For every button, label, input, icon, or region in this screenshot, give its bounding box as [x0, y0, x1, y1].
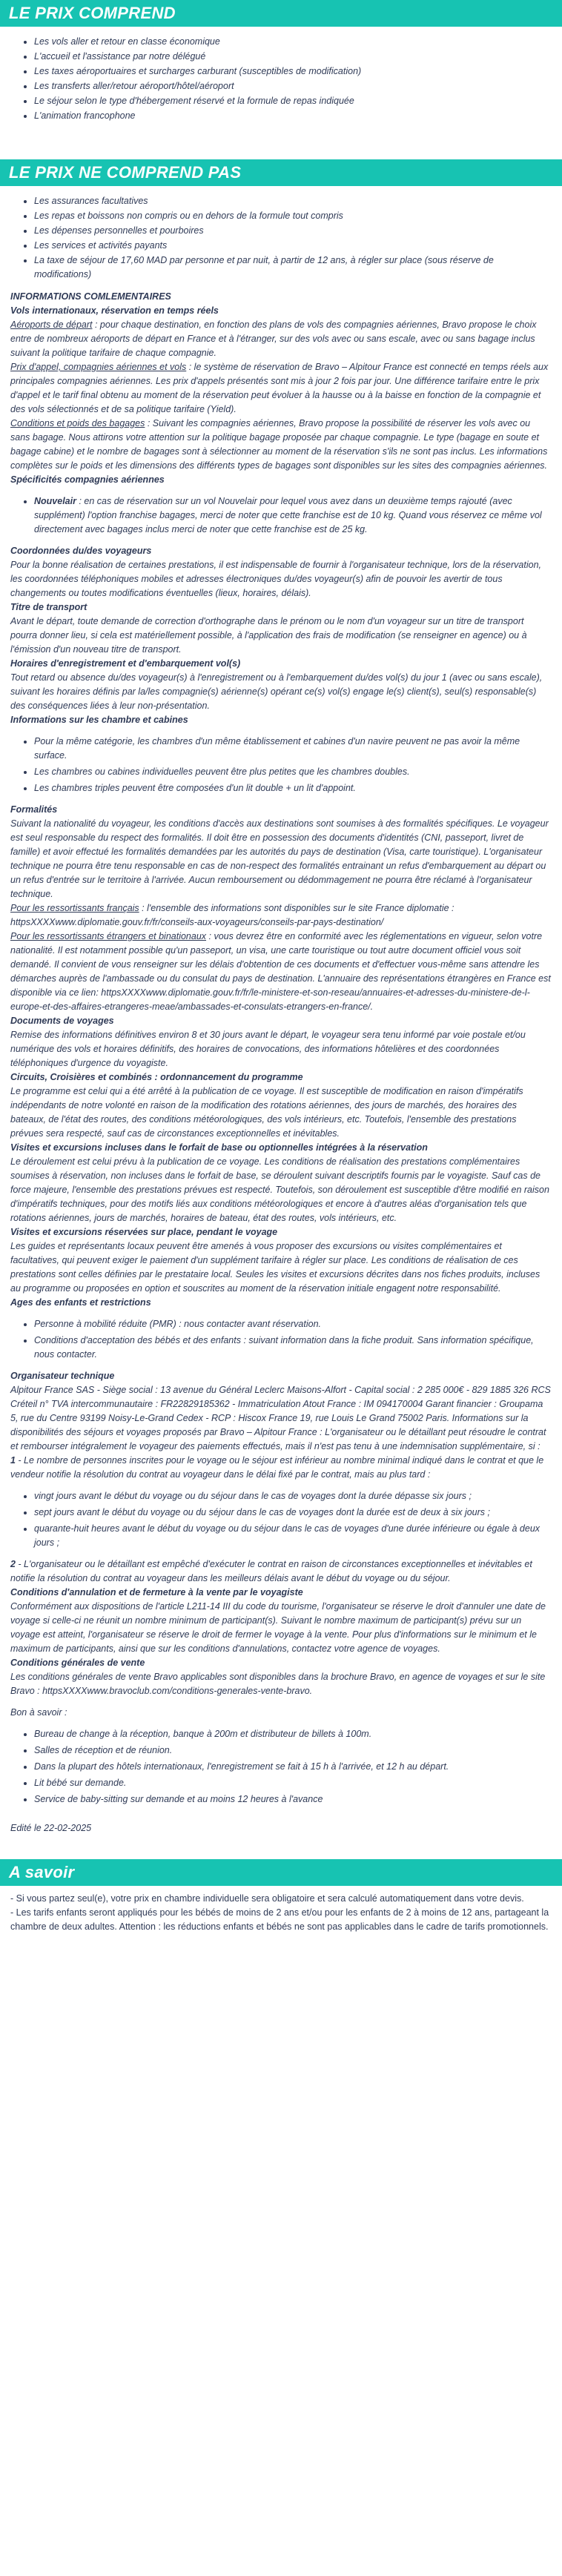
paragraph-visites-forfait: Le déroulement est celui prévu à la publication de ce voyage. Les conditions de réalisation des prestations complémentaires soumises à réservation, non incluses dans le forfait de base, se déroulent suivant descriptifs fournis par le voyagiste. Sauf cas de force majeure, l'ensemble des prestations prévues est respecté. Toutefois, son déroulement est susceptible d'être modifié en raison d'impératifs techniques, pour des motifs liés aux conditions météorologiques et encore à d'autres aléas d'organisation tels que rotations aériennes, jours de marchés, horaires de bateau, état des routes, vols intérieurs, etc. — [10, 1156, 549, 1223]
heading-specificites: Spécificités compagnies aériennes — [10, 474, 165, 485]
list-item: • L'animation francophone — [34, 109, 552, 123]
heading-coordonnees: Coordonnées du/des voyageurs — [10, 546, 152, 556]
heading-formalites: Formalités — [10, 804, 58, 815]
heading-visites-forfait: Visites et excursions incluses dans le forfait de base ou optionnelles intégrées à la réservation — [10, 1142, 428, 1153]
list-item: • Les chambres ou cabines individuelles peuvent être plus petites que les chambres doubles. — [34, 765, 552, 779]
list-item: • La taxe de séjour de 17,60 MAD par personne et par nuit, à partir de 12 ans, à régler sur place (sous réserve de modifications) — [34, 254, 552, 282]
paragraph-horaires: Tout retard ou absence du/des voyageur(s) à l'enregistrement ou à l'embarquement du/des vol(s) du jour 1 (avec ou sans escale), suivant les horaires définis par la/les compagnie(s) aérienne(s) opérant ce(s) vol(s) engage le(s) client(s), seul(s) responsable(s) des conséquences liées à leur non-présentation. — [10, 672, 543, 711]
prix-comprend-list — [10, 35, 552, 123]
heading-documents: Documents de voyages — [10, 1016, 114, 1026]
label-bagages: Conditions et poids des bagages — [10, 418, 145, 428]
list-item: • Les repas et boissons non compris ou en dehors de la formule tout compris — [34, 209, 552, 223]
list-item: • Service de baby-sitting sur demande et au moins 12 heures à l'avance — [34, 1792, 552, 1807]
chambres-list — [10, 735, 552, 795]
list-item: • Conditions d'acceptation des bébés et des enfants : suivant information dans la fiche produit. Sans information spécifique, nous contacter. — [34, 1334, 552, 1362]
list-item: • Le séjour selon le type d'hébergement réservé et la formule de repas indiquée — [34, 94, 552, 108]
list-item: • Les services et activités payants — [34, 239, 552, 253]
label-aeroports: Aéroports de départ — [10, 319, 93, 330]
heading-bon-savoir: Bon à savoir : — [10, 1707, 67, 1718]
paragraph-condition-2: 2 - L'organisateur ou le détaillant est empêché d'exécuter le contrat en raison de circonstances exceptionnelles et inévitables et notifie la résolution du contrat au voyageur dans les meilleurs délais avant le début du voyage ou du séjour. — [10, 1559, 532, 1583]
paragraph-ressortissants-fr: Pour les ressortissants français : l'ensemble des informations sont disponibles sur le site France diplomatie : httpsXXXXwww.diplomatie.gouv.fr/fr/conseils-aux-voyageurs/conseils-par-pays-destination/ — [10, 903, 454, 927]
info-title: INFORMATIONS COMLEMENTAIRES — [10, 291, 171, 302]
a-savoir-line-2: - Les tarifs enfants seront appliqués pour les bébés de moins de 2 ans et/ou pour les enfants de 2 à moins de 12 ans, partageant la chambre de deux adultes. Attention : les réductions enfants et bébés ne sont pas applicables dans le cadre de tarifs promotionnels. — [10, 1907, 549, 1932]
edited-date: Edité le 22-02-2025 — [10, 1823, 92, 1833]
delais-list — [10, 1489, 552, 1550]
paragraph-titre-transport: Avant le départ, toute demande de correction d'orthographe dans le prénom ou le nom d'un voyageur sur un titre de transport pourra donner lieu, si cela est matériellement possible, à l'application des frais de modification (se renseigner en agence) ou à l'émission d'un nouveau titre de transport. — [10, 616, 527, 655]
section-title-a-savoir: A savoir — [0, 1859, 562, 1886]
list-item: • L'accueil et l'assistance par notre délégué — [34, 50, 552, 64]
paragraph-annulation: Conformément aux dispositions de l'article L211-14 III du code du tourisme, l'organisateur se réserve le droit d'annuler une date de voyage si celle-ci ne réunit un nombre minimum de participant(s). Suivant le nombre maximum de participant(s) prévu sur un voyage est atteint, l'organisateur se réserve le droit de fermer le voyage à la vente. Pour plus d'informations sur le minimum et le maximum de participants, ainsi que sur les conditions d'annulations, contactez votre agence de voyages. — [10, 1601, 546, 1654]
paragraph-coordonnees: Pour la bonne réalisation de certaines prestations, il est indispensable de fournir à l'organisateur technique, lors de la réservation, les coordonnées téléphoniques mobiles et adresses électroniques du/des voyageur(s) afin de pouvoir les avertir de tous changements ou toutes modifications éventuelles (lieux, horaires, délais). — [10, 560, 542, 598]
list-item: • Les vols aller et retour en classe économique — [34, 35, 552, 49]
paragraph-ressortissants-etr: Pour les ressortissants étrangers et binationaux : vous devrez être en conformité avec les réglementations en vigueur, selon votre nationalité. Il est notamment possible qu'un passeport, un visa, une carte touristique ou tout autre document officiel vous soit demandé. Il convient de vous renseigner sur les délais d'obtention de ces documents et d'effectuer vous-même sans attendre les démarches auprès de l'ambassade ou du consulat du pays de destination. L'annuaire des représentations étrangères en France est disponible via ce lien: httpsXXXXwww.diplomatie.gouv.fr/fr/le-ministere-et-son-reseau/annuaires-et-adresses-du-ministere-de-l-europe-et-des-affaires-etrangeres-meae/ambassades-et-consulats-etrangers-en-france/. — [10, 931, 551, 1012]
list-item: • Pour la même catégorie, les chambres d'un même établissement et cabines d'un navire peuvent ne pas avoir la même surface. — [34, 735, 552, 763]
list-item: • Les transferts aller/retour aéroport/hôtel/aéroport — [34, 79, 552, 93]
paragraph-prix-appel: Prix d'appel, compagnies aériennes et vols : le système de réservation de Bravo – Alpitour France est connecté en temps réels aux principales compagnies aériennes. Les prix d'appels présentés sont mis à jour 2 fois par jour. Une différence tarifaire entre le prix d'appel et le tarif final obtenu au moment de la réservation peut évoluer à la hausse ou à la baisse en fonction de la compagnie et des vols sélectionnés et de sa politique tarifaire (Yield). — [10, 362, 549, 414]
paragraph-visites-place: Les guides et représentants locaux peuvent être amenés à vous proposer des excursions ou visites complémentaires et facultatives, qui peuvent exiger le paiement d'un supplément tarifaire à régler sur place. Les conditions de réalisation de ces prestations sont celles définies par le prestataire local. Seules les visites et excursions décrites dans nos fiches produits, incluses au programme ou proposées en option et souscrites au moment de la réservation initiale engagent notre responsabilité. — [10, 1241, 540, 1294]
section-informations — [0, 285, 562, 1850]
ages-list — [10, 1317, 552, 1362]
heading-annulation: Conditions d'annulation et de fermeture à la vente par le voyagiste — [10, 1587, 303, 1597]
list-item: • Personne à mobilité réduite (PMR) : nous contacter avant réservation. — [34, 1317, 552, 1331]
list-item: • Dans la plupart des hôtels internationaux, l'enregistrement se fait à 15 h à l'arrivée, et 12 h au départ. — [34, 1760, 552, 1774]
paragraph-bagages: Conditions et poids des bagages : Suivant les compagnies aériennes, Bravo propose la possibilité de réserver les vols avec ou sans bagage. Nous attirons votre attention sur la politique bagage proposée par chaque compagnie. Le type (bagage en soute et bagage cabine) et le nombre de bagages sont à sélectionner au moment de la réservation s'ils ne sont pas inclus. Les informations complètes sur le poids et les dimensions des différents types de bagages sont disponibles sur les sites des compagnies aériennes. — [10, 418, 548, 471]
heading-vols: Vols internationaux, réservation en temps réels — [10, 305, 219, 316]
list-item: • Salles de réception et de réunion. — [34, 1744, 552, 1758]
list-item: • vingt jours avant le début du voyage ou du séjour dans le cas de voyages dont la durée dépasse six jours ; — [34, 1489, 552, 1503]
list-item: • quarante-huit heures avant le début du voyage ou du séjour dans le cas de voyages d'une durée inférieure ou égale à deux jours ; — [34, 1522, 552, 1550]
section-a-savoir — [0, 1859, 562, 1949]
list-item: • Les dépenses personnelles et pourboires — [34, 224, 552, 238]
paragraph-circuits: Le programme est celui qui a été arrêté à la publication de ce voyage. Il est susceptible de modification en raison d'impératifs indépendants de notre volonté en raison de la modification des rotations aériennes, des jours de marchés, des horaires des bateaux, de l'état des routes, des conditions météorologiques, des vols intérieurs, etc. Toutefois, l'ensemble des prestations prévues sera respecté, sauf cas de circonstances exceptionnelles et inévitables. — [10, 1086, 523, 1139]
list-item: • Nouvelair : en cas de réservation sur un vol Nouvelair pour lequel vous avez dans un deuxième temps rajouté (avec supplément) l'option franchise bagages, merci de noter que cette franchise est de 10 kg. Quand vous réservez ce même vol directement avec bagages inclus merci de noter que cette franchise est de 25 kg. — [34, 494, 552, 537]
label-prix-appel: Prix d'appel, compagnies aériennes et vols — [10, 362, 187, 372]
list-item: • Lit bébé sur demande. — [34, 1776, 552, 1790]
paragraph-organisateur: Alpitour France SAS - Siège social : 13 avenue du Général Leclerc Maisons-Alfort - Capital social : 2 285 000€ - 829 1885 326 RCS Créteil n° TVA intercommunautaire : FR22829185362 - Immatriculation Atout France : IM 094170004 Garant financier : Groupama 5, rue du Centre 93199 Noisy-Le-Grand Cedex - RCP : Hiscox France 19, rue Louis Le Grand 75002 Paris. Informations sur la disponibilités des séjours et voyages proposés par Bravo – Alpitour France : L'organisateur ou le détaillant peut résoudre le contrat et rembourser intégralement le voyageur des paiements effectués, mais il n'est pas tenu à une indemnisation supplémentaire, si : — [10, 1385, 551, 1451]
paragraph-documents: Remise des informations définitives environ 8 et 30 jours avant le départ, le voyageur sera tenu informé par voie postale et/ou numérique des vols et horaires définitifs, des horaires de convocations, des informations hôtelières et des coordonnées téléphoniques d'urgence du voyagiste. — [10, 1030, 526, 1068]
heading-organisateur: Organisateur technique — [10, 1371, 115, 1381]
list-item: • sept jours avant le début du voyage ou du séjour dans le cas de voyages dont la durée est de deux à six jours ; — [34, 1506, 552, 1520]
paragraph-aeroports: Aéroports de départ : pour chaque destination, en fonction des plans de vols des compagnies aériennes, Bravo propose le choix entre de nombreux aéroports de départ en France et à l'étranger, sur des vols avec ou sans escale, avec ou sans bagage inclus suivant la politique tarifaire de chaque compagnie. — [10, 319, 537, 358]
list-item: • Les assurances facultatives — [34, 194, 552, 208]
list-item: • Les chambres triples peuvent être composées d'un lit double + un lit d'appoint. — [34, 781, 552, 795]
heading-chambres: Informations sur les chambre et cabines — [10, 715, 188, 725]
specificites-list — [10, 494, 552, 537]
paragraph-cgv: Les conditions générales de vente Bravo applicables sont disponibles dans la brochure Bravo, en agence de voyages et sur le site Bravo : httpsXXXXwww.bravoclub.com/conditions-generales-vente-bravo. — [10, 1672, 546, 1696]
heading-ages: Ages des enfants et restrictions — [10, 1297, 151, 1308]
list-item: • Bureau de change à la réception, banque à 200m et distributeur de billets à 100m. — [34, 1727, 552, 1741]
section-title-prix-comprend: LE PRIX COMPREND — [0, 0, 562, 27]
section-prix-comprend — [0, 27, 562, 139]
heading-titre-transport: Titre de transport — [10, 602, 87, 612]
paragraph-formalites: Suivant la nationalité du voyageur, les conditions d'accès aux destinations sont soumises à des formalités spécifiques. Le voyageur est seul responsable du respect des formalités. Il doit être en possession des documents d'identités (CNI, passeport, livret de famille) et avoir effectué les formalités demandées par les autorités du pays de destination (Visa, carte touristique). L'organisateur technique ne pourra être tenu responsable en cas de non-respect des formalités entrainant un refus d'embarquement au départ ou un refus d'entrée sur le territoire à l'arrivée. Aucun remboursement ou dédommagement ne pourra être réclamé à l'organisateur technique. — [10, 818, 549, 899]
list-item: • Les taxes aéroportuaires et surcharges carburant (susceptibles de modification) — [34, 64, 552, 79]
heading-circuits: Circuits, Croisières et combinés : ordonnancement du programme — [10, 1072, 303, 1082]
section-prix-ne-comprend-pas — [0, 186, 562, 285]
heading-cgv: Conditions générales de vente — [10, 1658, 145, 1668]
heading-horaires: Horaires d'enregistrement et d'embarquement vol(s) — [10, 658, 241, 669]
prix-ne-comprend-pas-list — [10, 194, 552, 282]
a-savoir-line-1: - Si vous partez seul(e), votre prix en chambre individuelle sera obligatoire et sera calculé automatiquement dans votre devis. — [10, 1893, 524, 1904]
paragraph-condition-1: 1 - Le nombre de personnes inscrites pour le voyage ou le séjour est inférieur au nombre minimal indiqué dans le contrat et que le vendeur notifie la résolution du contrat au voyageur dans le délai fixé par le contrat, mais au plus tard : — [10, 1455, 544, 1480]
section-title-prix-ne-comprend-pas: LE PRIX NE COMPREND PAS — [0, 159, 562, 186]
bon-savoir-list — [10, 1727, 552, 1807]
heading-visites-place: Visites et excursions réservées sur place, pendant le voyage — [10, 1227, 278, 1237]
